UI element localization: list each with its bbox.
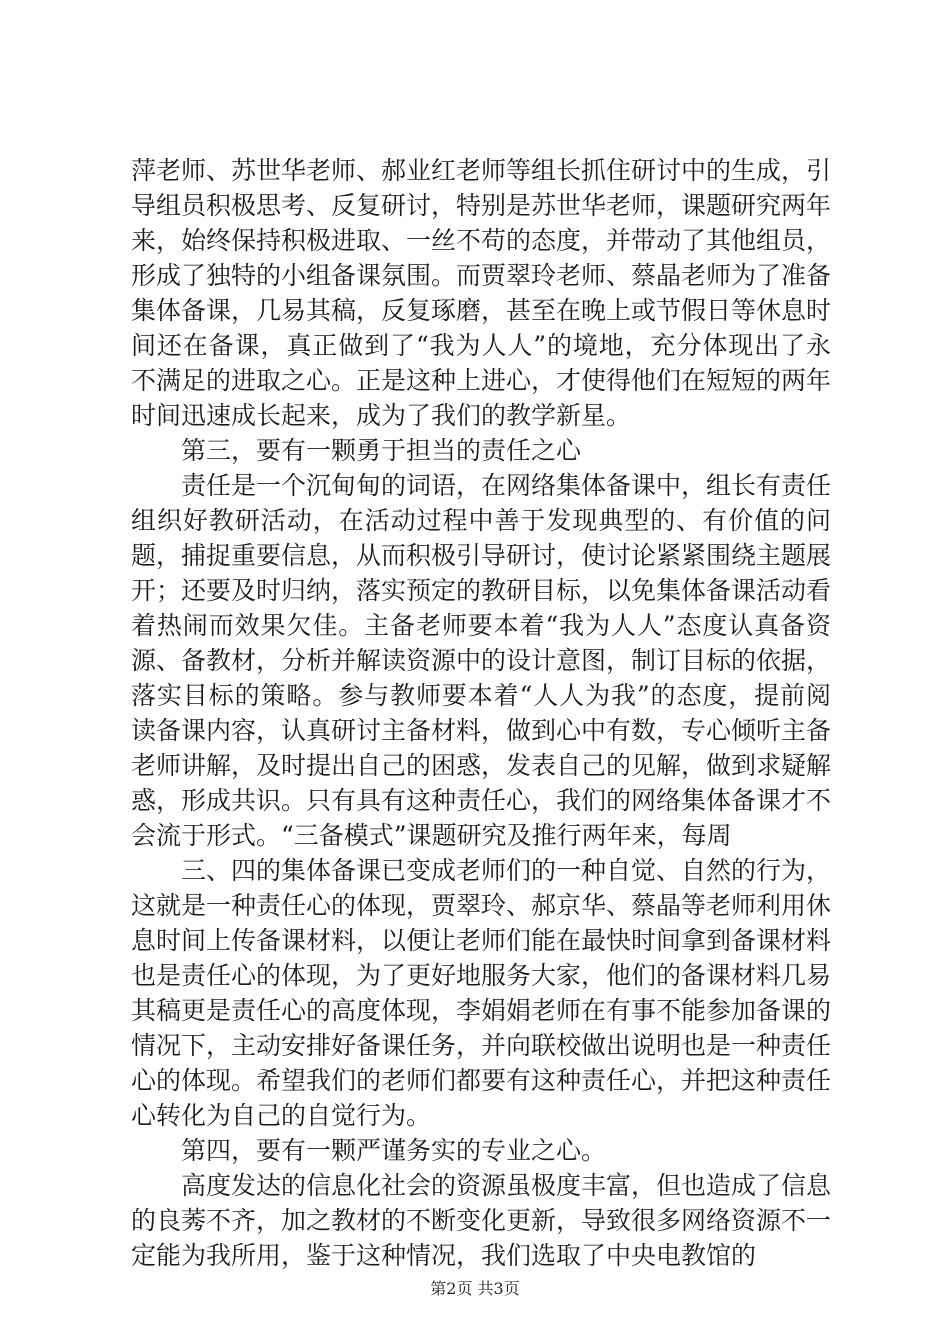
paragraph-1: 萍老师、苏世华老师、郝业红老师等组长抓住研讨中的生成，引导组员积极思考、反复研讨，特别是苏世华老师，课题研究两年来，始终保持积极进取、一丝不苟的态度，并带动了其他组员，形成了独特的小组备课氛围。而贾翠玲老师、蔡晶老师为了准备集体备课，几易其稿，反复琢磨，甚至在晚上或节假日等休息时间还在备课，真正做到了“我为人人”的境地，充分体现出了永不满足的进取之心。正是这种上进心，才使得他们在短短的两年时间迅速成长起来，成为了我们的教学新星。 [131,156,832,430]
paragraph-responsibility: 责任是一个沉甸甸的词语，在网络集体备课中，组长有责任组织好教研活动，在活动过程中善于发现典型的、有价值的问题，捕捉重要信息，从而积极引导研讨，使讨论紧紧围绕主题展开；还要及时归纳，落实预定的教研目标，以免集体备课活动看着热闹而效果欠佳。主备老师要本着“我为人人”态度认真备资源、备教材，分析并解读资源中的设计意图，制订目标的依据，落实目标的策略。参与教师要本着“人人为我”的态度，提前阅读备课内容，认真研讨主备材料，做到心中有数，专心倾听主备老师讲解，及时提出自己的困惑，发表自己的见解，做到求疑解惑，形成共识。只有具有这种责任心，我们的网络集体备课才不会流于形式。“三备模式”课题研究及推行两年来，每周 [131,471,832,850]
section-heading-responsibility: 第三，要有一颗勇于担当的责任之心 [181,436,582,465]
paragraph-professional: 高度发达的信息化社会的资源虽极度丰富，但也造成了信息的良莠不齐，加之教材的不断变化更新，导致很多网络资源不一定能为我所用，鉴于这种情况，我们选取了中央电教馆的 [131,1171,832,1270]
paragraph-responsibility-continued: 三、四的集体备课已变成老师们的一种自觉、自然的行为，这就是一种责任心的体现，贾翠玲、郝京华、蔡晶等老师利用休息时间上传备课材料，以便让老师们能在最快时间拿到备课材料也是责任心的体现，为了更好地服务大家，他们的备课材料几易其稿更是责任心的高度体现，李娟娟老师在有事不能参加备课的情况下，主动安排好备课任务，并向联校做出说明也是一种责任心的体现。希望我们的老师们都要有这种责任心，并把这种责任心转化为自己的自觉行为。 [131,856,832,1130]
section-heading-professional: 第四，要有一颗严谨务实的专业之心。 [181,1136,607,1165]
document-body [131,153,831,1273]
page-footer: 第2页 共3页 [430,1279,520,1298]
